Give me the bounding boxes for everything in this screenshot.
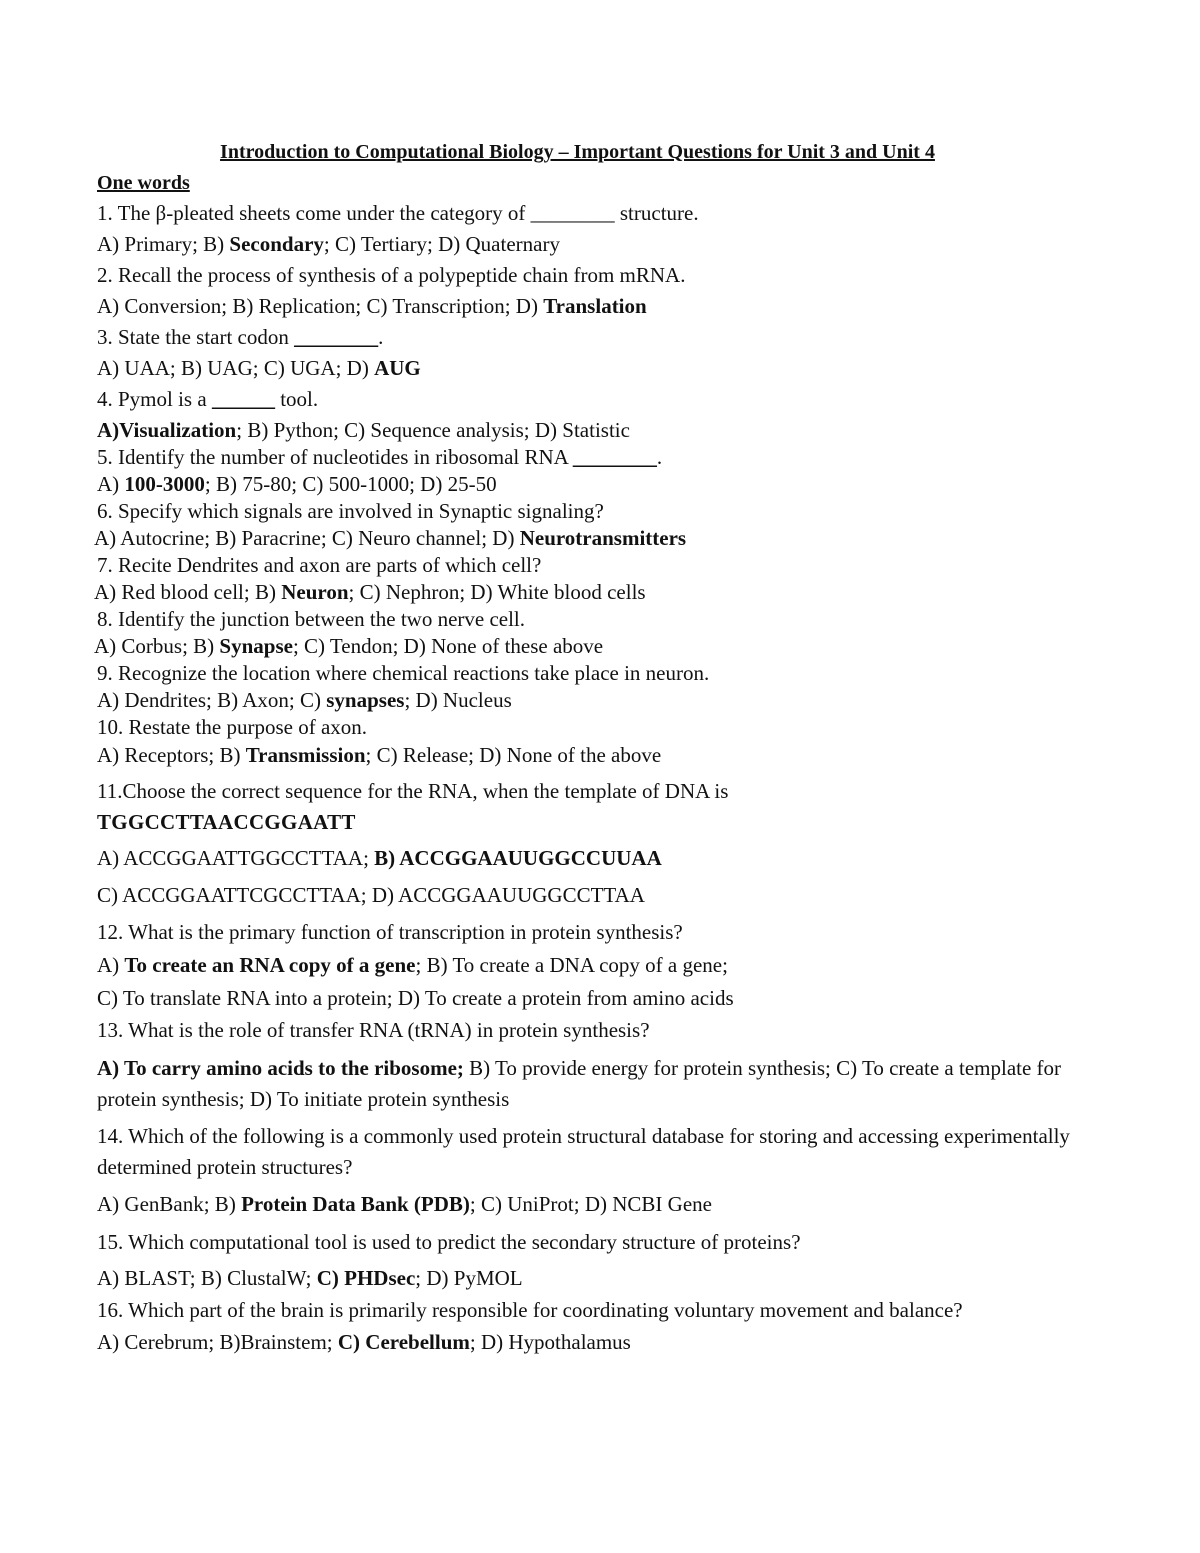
answer-9: synapses (326, 688, 405, 712)
question-5: 5. Identify the number of nucleotides in ribosomal RNA ________. (97, 445, 663, 469)
answer-11: B) ACCGGAAUUGGCCUUAA (374, 846, 662, 870)
question-4: 4. Pymol is a ______ tool. (97, 387, 319, 411)
options-15: A) BLAST; B) ClustalW; C) PHDsec; D) PyMOL (97, 1266, 523, 1290)
question-2: 2. Recall the process of synthesis of a polypeptide chain from mRNA. (97, 263, 686, 287)
document-title: Introduction to Computational Biology – Important Questions for Unit 3 and Unit 4 (220, 141, 935, 163)
answer-4: A)Visualization (97, 418, 237, 442)
question-13: 13. What is the role of transfer RNA (tRNA) in protein synthesis? (97, 1018, 650, 1042)
options-4: A)Visualization; B) Python; C) Sequence analysis; D) Statistic (97, 418, 630, 442)
options-8: A) Corbus; B) Synapse; C) Tendon; D) None of these above (94, 634, 604, 658)
question-16: 16. Which part of the brain is primarily responsible for coordinating voluntary movement and balance? (97, 1298, 963, 1322)
question-15: 15. Which computational tool is used to predict the secondary structure of proteins? (97, 1230, 801, 1254)
dna-template: TGGCCTTAACCGGAATT (97, 810, 356, 834)
answer-3: AUG (374, 356, 421, 380)
options-7: A) Red blood cell; B) Neuron; C) Nephron; D) White blood cells (94, 580, 646, 604)
options-12-row1: A) To create an RNA copy of a gene; B) To create a DNA copy of a gene; (97, 953, 728, 977)
question-7: 7. Recite Dendrites and axon are parts of which cell? (97, 553, 542, 577)
answer-13: A) To carry amino acids to the ribosome; (97, 1056, 464, 1080)
options-5: A) 100-3000; B) 75-80; C) 500-1000; D) 25-50 (97, 472, 497, 496)
options-6: A) Autocrine; B) Paracrine; C) Neuro channel; D) Neurotransmitters (94, 526, 687, 550)
question-14: 14. Which of the following is a commonly used protein structural database for storing and accessing experimentally determined protein structures? (97, 1124, 1070, 1179)
answer-7: Neuron (281, 580, 349, 604)
options-12-row2: C) To translate RNA into a protein; D) To create a protein from amino acids (97, 986, 734, 1010)
options-2: A) Conversion; B) Replication; C) Transcription; D) Translation (97, 294, 647, 318)
answer-14: Protein Data Bank (PDB) (241, 1192, 470, 1216)
answer-5: 100-3000 (124, 472, 205, 496)
answer-12: To create an RNA copy of a gene (124, 953, 416, 977)
question-6: 6. Specify which signals are involved in Synaptic signaling? (97, 499, 604, 523)
question-9: 9. Recognize the location where chemical reactions take place in neuron. (97, 661, 710, 685)
answer-1: Secondary (229, 232, 324, 256)
question-12: 12. What is the primary function of transcription in protein synthesis? (97, 920, 683, 944)
options-10: A) Receptors; B) Transmission; C) Release; D) None of the above (97, 743, 662, 767)
options-3: A) UAA; B) UAG; C) UGA; D) AUG (97, 356, 421, 380)
options-16: A) Cerebrum; B)Brainstem; C) Cerebellum; D) Hypothalamus (97, 1330, 631, 1354)
section-label: One words (97, 172, 190, 194)
options-9: A) Dendrites; B) Axon; C) synapses; D) Nucleus (97, 688, 512, 712)
answer-2: Translation (543, 294, 647, 318)
options-11-row1: A) ACCGGAATTGGCCTTAA; B) ACCGGAAUUGGCCUUAA (97, 846, 662, 870)
question-11: 11.Choose the correct sequence for the RNA, when the template of DNA is (97, 779, 729, 803)
question-8: 8. Identify the junction between the two nerve cell. (97, 607, 526, 631)
options-1: A) Primary; B) Secondary; C) Tertiary; D) Quaternary (97, 232, 560, 256)
options-13: A) To carry amino acids to the ribosome; B) To provide energy for protein synthesis; C) To create a template for protein synthesis; D) To initiate protein synthesis (97, 1056, 1062, 1111)
answer-6: Neurotransmitters (519, 526, 687, 550)
question-1: 1. The β-pleated sheets come under the category of ________ structure. (97, 201, 699, 225)
answer-16: C) Cerebellum (337, 1330, 470, 1354)
answer-15: C) PHDsec (316, 1266, 416, 1290)
answer-8: Synapse (219, 634, 293, 658)
answer-10: Transmission (245, 743, 366, 767)
options-11-row2: C) ACCGGAATTCGCCTTAA; D) ACCGGAAUUGGCCTTAA (97, 883, 645, 907)
question-10: 10. Restate the purpose of axon. (97, 715, 368, 739)
question-3: 3. State the start codon ________. (97, 325, 384, 349)
options-14: A) GenBank; B) Protein Data Bank (PDB); C) UniProt; D) NCBI Gene (97, 1192, 712, 1216)
